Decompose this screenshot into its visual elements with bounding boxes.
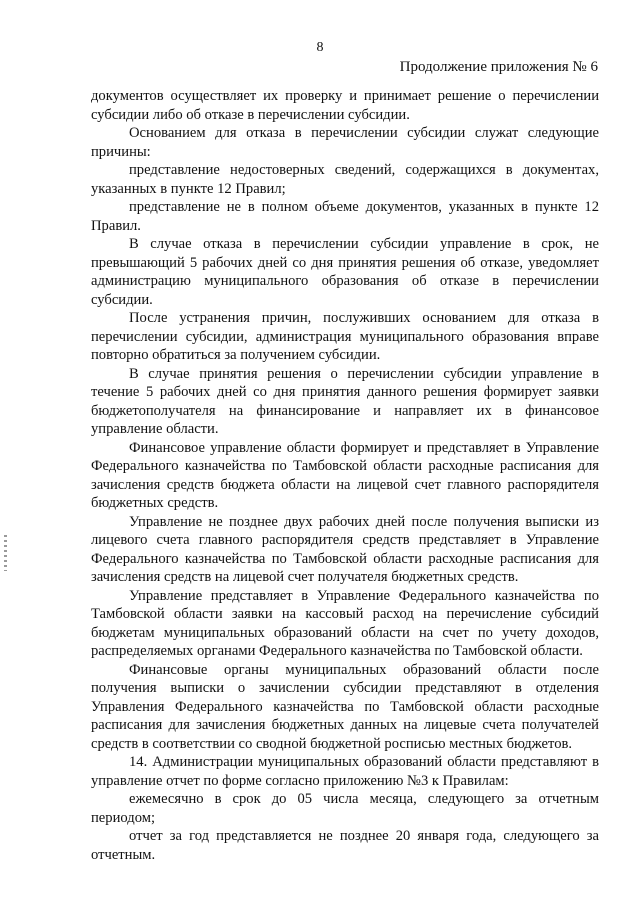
paragraph-refusal-reason-1: представление недостоверных сведений, содержащихся в документах, указанных в пункте 12 Правил; [91, 162, 599, 197]
scan-margin-mark [4, 535, 7, 571]
page-number: 8 [316, 40, 324, 55]
paragraph-municipal-finance: Финансовые органы муниципальных образований области после получения выписки о зачислении субсидии представляют в отделения Управления Федерального казначейства по Тамбовской области расходные расписания для зачисления бюджетных данных на лицевые счета получателей средств в соответствии со сводной бюджетной росписью местных бюджетов. [91, 661, 599, 752]
paragraph-annual-report: отчет за год представляется не позднее 20 января года, следующего за отчетным. [91, 828, 599, 863]
paragraph-account-statement: Управление не позднее двух рабочих дней после получения выписки из лицевого счета главного распорядителя средств представляет в Управление Федерального казначейства по Тамбовской области расходные расписания для зачисления средств на лицевой счет получателя бюджетных средств. [91, 513, 599, 585]
document-body [91, 87, 599, 864]
paragraph-review-decision: документов осуществляет их проверку и принимает решение о перечислении субсидии либо об отказе в перечислении субсидии. [91, 88, 599, 123]
paragraph-monthly-report: ежемесячно в срок до 05 числа месяца, следующего за отчетным периодом; [91, 791, 599, 826]
paragraph-refusal-grounds: Основанием для отказа в перечислении субсидии служат следующие причины: [91, 125, 599, 160]
paragraph-reapplication: После устранения причин, послуживших основанием для отказа в перечислении субсидии, администрация муниципального образования вправе повторно обратиться за получением субсидии. [91, 310, 599, 363]
paragraph-refusal-reason-2: представление не в полном объеме документов, указанных в пункте 12 Правил. [91, 199, 599, 234]
paragraph-treasury-requests: Управление представляет в Управление Федерального казначейства по Тамбовской области заявки на кассовый расход на перечисление субсидий бюджетам муниципальных образований области на счет по учету доходов, распределяемых органами Федерального казначейства по Тамбовской области. [91, 587, 599, 659]
paragraph-finance-department: Финансовое управление области формирует и представляет в Управление Федерального казначейства по Тамбовской области расходные расписания для зачисления средств бюджета области на лицевой счет главного распорядителя бюджетных средств. [91, 439, 599, 511]
paragraph-refusal-notice: В случае отказа в перечислении субсидии управление в срок, не превышающий 5 рабочих дней со дня принятия решения об отказе, уведомляет администрацию муниципального образования об отказе в перечислении субсидии. [91, 236, 599, 308]
paragraph-section-14: 14. Администрации муниципальных образований области представляют в управление отчет по форме согласно приложению №3 к Правилам: [91, 754, 599, 789]
appendix-continuation-note: Продолжение приложения № 6 [399, 59, 598, 75]
paragraph-funding-request: В случае принятия решения о перечислении субсидии управление в течение 5 рабочих дней со дня принятия данного решения формирует заявки бюджетополучателя на финансирование и направляет их в финансовое управление области. [91, 365, 599, 437]
